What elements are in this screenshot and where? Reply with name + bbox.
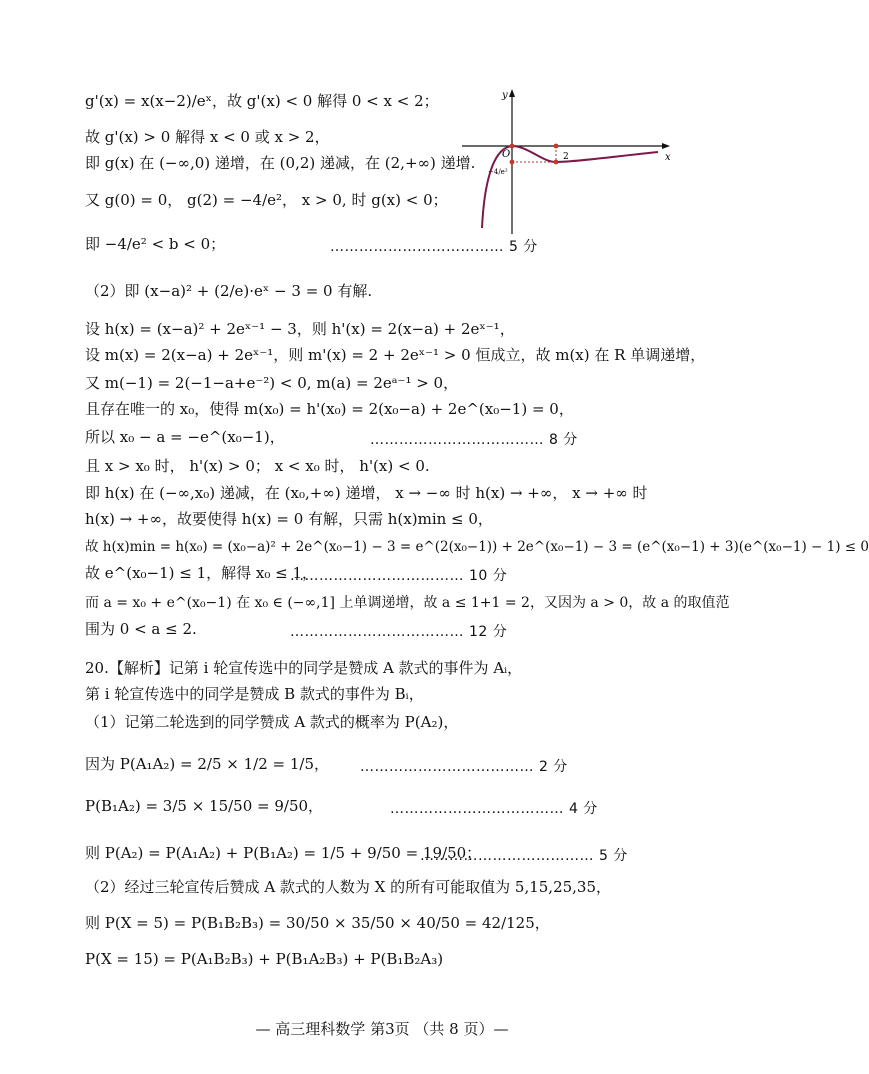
point-origin: [510, 144, 515, 149]
line-06: （2）即 (x−a)² + (2/e)·eˣ − 3 = 0 有解.: [85, 282, 373, 300]
x-axis-arrow: [662, 143, 670, 149]
score-12: ……………………………… 12 分: [290, 624, 508, 640]
line-15: 故 h(x)min = h(x₀) = (x₀−a)² + 2e^(x₀−1) − 3 = e^(2(x₀−1)) + 2e^(x₀−1) − 3 = (e^(x₀−1) + 3)(e^(x₀−1) − 1) ≤ 0: [85, 539, 869, 555]
line-03: 即 g(x) 在 (−∞,0) 递增，在 (0,2) 递减，在 (2,+∞) 递增.: [85, 154, 476, 172]
line-13: 即 h(x) 在 (−∞,x₀) 递减，在 (x₀,+∞) 递增， x → −∞ 时 h(x) → +∞， x → +∞ 时: [85, 484, 648, 502]
line-09: 又 m(−1) = 2(−1−a+e⁻²) < 0, m(a) = 2eᵃ⁻¹ > 0，: [85, 374, 459, 392]
line-22: 因为 P(A₁A₂) = 2/5 × 1/2 = 1/5，: [85, 755, 329, 773]
score-8: ……………………………… 8 分: [370, 432, 578, 448]
line-05: 即 −4/e² < b < 0；: [85, 235, 226, 253]
line-19: 20.【解析】记第 i 轮宣传选中的同学是赞成 A 款式的事件为 Aᵢ，: [85, 659, 523, 677]
page-footer: — 高三理科数学 第3页 （共 8 页）—: [255, 1020, 509, 1038]
y-axis-label: y: [502, 90, 508, 101]
line-11: 所以 x₀ − a = −e^(x₀−1)，: [85, 428, 285, 446]
y-axis-arrow: [509, 89, 515, 97]
line-18: 围为 0 < a ≤ 2.: [85, 620, 197, 638]
line-21: （1）记第二轮选到的同学赞成 A 款式的概率为 P(A₂)，: [85, 713, 459, 731]
point-y-value: [510, 160, 515, 165]
score-5a: ……………………………… 5 分: [330, 239, 538, 255]
line-07: 设 h(x) = (x−a)² + 2eˣ⁻¹ − 3，则 h'(x) = 2(x−a) + 2eˣ⁻¹，: [85, 320, 515, 338]
point-min: [554, 160, 559, 165]
line-04: 又 g(0) = 0， g(2) = −4/e²， x > 0, 时 g(x) < 0；: [85, 191, 448, 209]
score-2: ……………………………… 2 分: [360, 759, 568, 775]
line-27: P(X = 15) = P(A₁B₂B₃) + P(B₁A₂B₃) + P(B₁B₂A₃): [85, 950, 444, 968]
tick-2-label: 2: [563, 152, 569, 162]
line-16: 故 e^(x₀−1) ≤ 1，解得 x₀ ≤ 1，: [85, 564, 318, 582]
value-label: −4/e²: [488, 168, 508, 176]
line-17: 而 a = x₀ + e^(x₀−1) 在 x₀ ∈ (−∞,1] 上单调递增，故 a ≤ 1+1 = 2，又因为 a > 0，故 a 的取值范: [85, 595, 730, 611]
line-20: 第 i 轮宣传选中的同学是赞成 B 款式的事件为 Bᵢ，: [85, 685, 424, 703]
line-14: h(x) → +∞，故要使得 h(x) = 0 有解，只需 h(x)min ≤ 0，: [85, 510, 493, 528]
score-5b: ……………………………… 5 分: [420, 848, 628, 864]
line-08: 设 m(x) = 2(x−a) + 2eˣ⁻¹，则 m'(x) = 2 + 2eˣ⁻¹ > 0 恒成立，故 m(x) 在 R 单调递增，: [85, 346, 706, 364]
score-10: ……………………………… 10 分: [290, 568, 508, 584]
line-10: 且存在唯一的 x₀，使得 m(x₀) = h'(x₀) = 2(x₀−a) + 2e^(x₀−1) = 0，: [85, 400, 574, 418]
line-12: 且 x > x₀ 时， h'(x) > 0； x < x₀ 时， h'(x) < 0.: [85, 457, 430, 475]
score-4: ……………………………… 4 分: [390, 801, 598, 817]
x-axis-label: x: [665, 152, 671, 163]
line-23: P(B₁A₂) = 3/5 × 15/50 = 9/50，: [85, 797, 324, 815]
line-02: 故 g'(x) > 0 解得 x < 0 或 x > 2，: [85, 128, 330, 146]
line-26: 则 P(X = 5) = P(B₁B₂B₃) = 30/50 × 35/50 × 40/50 = 42/125，: [85, 914, 550, 932]
line-24: 则 P(A₂) = P(A₁A₂) + P(B₁A₂) = 1/5 + 9/50 = 19/50；: [85, 844, 482, 862]
line-25: （2）经过三轮宣传后赞成 A 款式的人数为 X 的所有可能取值为 5,15,25,35，: [85, 878, 612, 896]
origin-label: O: [502, 149, 511, 160]
point-x2: [554, 144, 559, 149]
function-graph: [462, 86, 680, 236]
graph-svg: [462, 86, 680, 236]
line-01: g'(x) = x(x−2)/eˣ，故 g'(x) < 0 解得 0 < x < 2；: [85, 92, 439, 110]
